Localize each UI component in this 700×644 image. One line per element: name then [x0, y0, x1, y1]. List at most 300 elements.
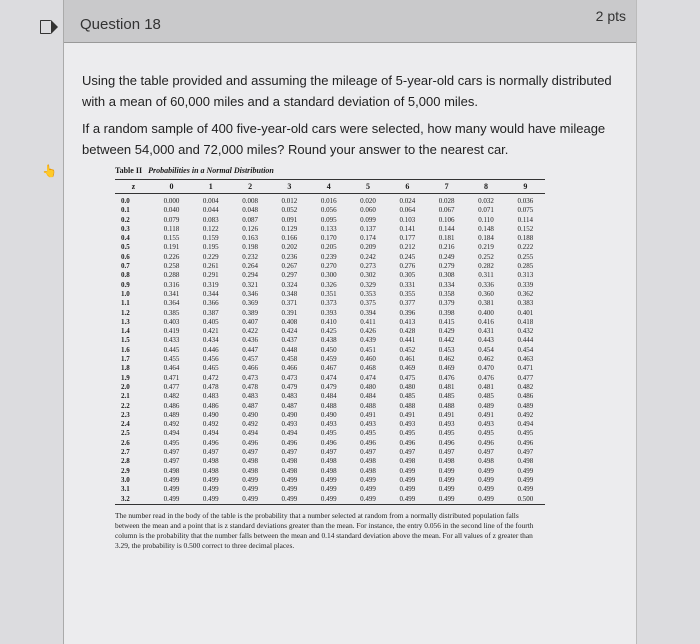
probability-cell: 0.495 [360, 429, 376, 438]
z-value: 2.2 [121, 401, 130, 410]
probability-cell: 0.497 [163, 448, 180, 457]
probability-cell: 0.492 [242, 420, 258, 429]
z-value: 1.6 [121, 345, 130, 354]
probability-cell: 0.426 [360, 327, 376, 336]
probability-cell: 0.181 [438, 234, 455, 243]
probability-cell: 0.459 [320, 355, 337, 364]
probability-cell: 0.493 [478, 420, 494, 429]
probability-cell: 0.454 [478, 345, 494, 354]
probability-cell: 0.255 [517, 252, 534, 261]
probability-cell: 0.436 [242, 336, 258, 345]
probability-cell: 0.457 [242, 355, 258, 364]
probability-cell: 0.499 [242, 475, 258, 484]
column-header: 8 [466, 180, 505, 194]
probability-cell: 0.488 [320, 401, 337, 410]
probability-cell: 0.415 [438, 317, 455, 326]
probability-cell: 0.413 [399, 317, 416, 326]
probability-cell: 0.267 [281, 262, 298, 271]
probability-cell: 0.242 [360, 252, 376, 261]
probability-cell: 0.499 [242, 485, 258, 494]
probability-cell: 0.498 [517, 457, 534, 466]
table-row [115, 429, 545, 438]
table-row [115, 336, 545, 345]
probability-cell: 0.064 [399, 206, 416, 215]
probability-cell: 0.499 [478, 466, 494, 475]
probability-cell: 0.308 [438, 271, 455, 280]
probability-cell: 0.490 [320, 410, 337, 419]
probability-cell: 0.071 [478, 206, 494, 215]
z-value: 0.6 [121, 252, 130, 261]
probability-cell: 0.497 [242, 448, 258, 457]
probability-cell: 0.355 [399, 289, 416, 298]
probability-cell: 0.264 [242, 262, 258, 271]
probability-cell: 0.297 [281, 271, 298, 280]
probability-cell: 0.473 [281, 373, 298, 382]
probability-cell: 0.492 [163, 420, 180, 429]
probability-cell: 0.499 [202, 485, 219, 494]
table-row [115, 420, 545, 429]
probability-cell: 0.450 [320, 345, 337, 354]
mouse-cursor-icon: 👆 [42, 164, 57, 178]
probability-cell: 0.490 [281, 410, 298, 419]
z-value: 0.4 [121, 234, 130, 243]
probability-cell: 0.383 [517, 299, 534, 308]
probability-cell: 0.087 [242, 215, 258, 224]
probability-cell: 0.391 [281, 308, 298, 317]
probability-cell: 0.422 [242, 327, 258, 336]
z-value: 0.9 [121, 280, 130, 289]
probability-cell: 0.448 [281, 345, 298, 354]
probability-cell: 0.360 [478, 289, 494, 298]
flag-question-icon[interactable] [40, 20, 51, 34]
probability-cell: 0.282 [478, 262, 494, 271]
z-value: 1.8 [121, 364, 130, 373]
table-row [115, 318, 545, 327]
probability-cell: 0.114 [517, 215, 534, 224]
column-header: 6 [388, 180, 427, 194]
probability-cell: 0.487 [281, 401, 298, 410]
probability-cell: 0.499 [360, 494, 376, 503]
probability-cell: 0.491 [399, 410, 416, 419]
probability-cell: 0.497 [360, 448, 376, 457]
probability-cell: 0.067 [438, 206, 455, 215]
z-value: 1.9 [121, 373, 130, 382]
probability-cell: 0.091 [281, 215, 298, 224]
probability-cell: 0.465 [202, 364, 219, 373]
table-row [115, 216, 545, 225]
probability-cell: 0.494 [517, 420, 534, 429]
probability-cell: 0.336 [478, 280, 494, 289]
probability-cell: 0.498 [399, 457, 416, 466]
probability-cell: 0.403 [163, 317, 180, 326]
probability-cell: 0.495 [517, 429, 534, 438]
probability-cell: 0.478 [202, 382, 219, 391]
column-header: 3 [270, 180, 309, 194]
probability-cell: 0.226 [163, 252, 180, 261]
probability-cell: 0.433 [163, 336, 180, 345]
probability-cell: 0.329 [360, 280, 376, 289]
probability-cell: 0.129 [281, 224, 298, 233]
question-points: 2 pts [595, 8, 626, 24]
table-row [115, 225, 545, 234]
probability-cell: 0.496 [281, 438, 298, 447]
z-value: 1.7 [121, 355, 130, 364]
table-row [115, 467, 545, 476]
probability-cell: 0.499 [163, 485, 180, 494]
probability-cell: 0.258 [163, 262, 180, 271]
probability-cell: 0.324 [281, 280, 298, 289]
probability-cell: 0.463 [517, 355, 534, 364]
probability-cell: 0.466 [281, 364, 298, 373]
probability-cell: 0.294 [242, 271, 258, 280]
probability-cell: 0.311 [478, 271, 494, 280]
probability-cell: 0.387 [202, 308, 219, 317]
probability-cell: 0.239 [320, 252, 337, 261]
probability-cell: 0.432 [517, 327, 534, 336]
probability-cell: 0.497 [320, 448, 337, 457]
probability-cell: 0.489 [163, 410, 180, 419]
probability-cell: 0.302 [360, 271, 376, 280]
probability-cell: 0.487 [242, 401, 258, 410]
probability-cell: 0.408 [281, 317, 298, 326]
probability-cell: 0.369 [242, 299, 258, 308]
probability-cell: 0.437 [281, 336, 298, 345]
probability-cell: 0.481 [438, 382, 455, 391]
probability-cell: 0.495 [399, 429, 416, 438]
probability-cell: 0.429 [438, 327, 455, 336]
probability-cell: 0.456 [202, 355, 219, 364]
table-row [115, 327, 545, 336]
table-row [115, 476, 545, 485]
column-header: 1 [191, 180, 230, 194]
probability-cell: 0.232 [242, 252, 258, 261]
probability-cell: 0.148 [478, 224, 494, 233]
probability-cell: 0.479 [281, 382, 298, 391]
probability-cell: 0.496 [438, 438, 455, 447]
probability-cell: 0.491 [478, 410, 494, 419]
probability-cell: 0.444 [517, 336, 534, 345]
probability-cell: 0.494 [281, 429, 298, 438]
probability-cell: 0.493 [399, 420, 416, 429]
probability-cell: 0.434 [202, 336, 219, 345]
probability-cell: 0.491 [360, 410, 376, 419]
table-row [115, 290, 545, 299]
probability-cell: 0.344 [202, 289, 219, 298]
probability-cell: 0.048 [242, 206, 258, 215]
z-value: 3.0 [121, 475, 130, 484]
probability-cell: 0.141 [399, 224, 416, 233]
z-value: 2.0 [121, 382, 130, 391]
probability-cell: 0.475 [399, 373, 416, 382]
probability-cell: 0.458 [281, 355, 298, 364]
probability-cell: 0.222 [517, 243, 534, 252]
probability-cell: 0.351 [320, 289, 337, 298]
table-row [115, 485, 545, 494]
probability-cell: 0.348 [281, 289, 298, 298]
probability-cell: 0.499 [281, 494, 298, 503]
probability-cell: 0.438 [320, 336, 337, 345]
probability-cell: 0.410 [320, 317, 337, 326]
probability-cell: 0.202 [281, 243, 298, 252]
probability-cell: 0.492 [202, 420, 219, 429]
probability-cell: 0.008 [242, 197, 258, 205]
probability-cell: 0.455 [163, 355, 180, 364]
probability-cell: 0.483 [242, 392, 258, 401]
probability-cell: 0.024 [399, 197, 416, 205]
probability-cell: 0.198 [242, 243, 258, 252]
probability-cell: 0.497 [202, 448, 219, 457]
probability-cell: 0.353 [360, 289, 376, 298]
probability-cell: 0.499 [399, 485, 416, 494]
probability-cell: 0.499 [478, 485, 494, 494]
column-header: 5 [348, 180, 387, 194]
probability-cell: 0.479 [320, 382, 337, 391]
probability-cell: 0.174 [360, 234, 376, 243]
z-value: 0.5 [121, 243, 130, 252]
probability-cell: 0.491 [438, 410, 455, 419]
probability-cell: 0.496 [517, 438, 534, 447]
probability-cell: 0.472 [202, 373, 219, 382]
probability-cell: 0.495 [320, 429, 337, 438]
probability-cell: 0.498 [478, 457, 494, 466]
probability-cell: 0.036 [517, 197, 534, 205]
probability-cell: 0.494 [163, 429, 180, 438]
table-header-row [115, 180, 545, 194]
probability-cell: 0.484 [360, 392, 376, 401]
probability-cell: 0.184 [478, 234, 494, 243]
probability-cell: 0.499 [438, 466, 455, 475]
probability-cell: 0.103 [399, 215, 416, 224]
probability-cell: 0.462 [438, 355, 455, 364]
z-value: 2.8 [121, 457, 130, 466]
probability-cell: 0.485 [478, 392, 494, 401]
probability-cell: 0.499 [163, 475, 180, 484]
probability-cell: 0.152 [517, 224, 534, 233]
probability-cell: 0.400 [478, 308, 494, 317]
probability-cell: 0.454 [517, 345, 534, 354]
probability-cell: 0.252 [478, 252, 494, 261]
probability-cell: 0.496 [478, 438, 494, 447]
probability-cell: 0.500 [517, 494, 534, 503]
probability-cell: 0.488 [438, 401, 455, 410]
probability-cell: 0.122 [202, 224, 219, 233]
probability-cell: 0.498 [281, 466, 298, 475]
probability-cell: 0.499 [281, 485, 298, 494]
probability-cell: 0.485 [399, 392, 416, 401]
probability-cell: 0.466 [242, 364, 258, 373]
probability-cell: 0.424 [281, 327, 298, 336]
question-text-1: Using the table provided and assuming the mileage of 5-year-old cars is normally distributed with a mean of 60,000 miles and a standard deviation of 5,000 miles. [82, 73, 612, 109]
probability-cell: 0.486 [517, 392, 534, 401]
probability-cell: 0.476 [438, 373, 455, 382]
probability-cell: 0.462 [478, 355, 494, 364]
probability-cell: 0.499 [320, 494, 337, 503]
z-value: 0.0 [121, 197, 130, 205]
probability-cell: 0.166 [281, 234, 298, 243]
probability-cell: 0.044 [202, 206, 219, 215]
probability-cell: 0.498 [320, 457, 337, 466]
z-value: 2.7 [121, 448, 130, 457]
probability-cell: 0.016 [320, 197, 337, 205]
probability-cell: 0.498 [438, 457, 455, 466]
probability-cell: 0.497 [281, 448, 298, 457]
probability-cell: 0.095 [320, 215, 337, 224]
z-value: 2.1 [121, 392, 130, 401]
z-value: 0.1 [121, 206, 130, 215]
probability-cell: 0.028 [438, 197, 455, 205]
table-row [115, 271, 545, 280]
table-title: Probabilities in a Normal Distribution [148, 166, 274, 175]
probability-cell: 0.495 [438, 429, 455, 438]
probability-cell: 0.358 [438, 289, 455, 298]
probability-cell: 0.407 [242, 317, 258, 326]
probability-cell: 0.428 [399, 327, 416, 336]
probability-cell: 0.212 [399, 243, 416, 252]
z-value: 1.5 [121, 336, 130, 345]
probability-cell: 0.305 [399, 271, 416, 280]
probability-cell: 0.020 [360, 197, 376, 205]
probability-cell: 0.334 [438, 280, 455, 289]
probability-cell: 0.461 [399, 355, 416, 364]
table-footnote: The number read in the body of the table is the probability that a number selected at random from a normally distributed population falls between the mean and a point that is z standard deviations greater than the mean. For instance, the entry 0.056 in the second line of the fourth column is the probability that the number falls between the mean and 0.14 standard deviation above the mean. For all values of z greater than 3.29, the probability is 0.500 correct to three decimal places. [115, 510, 534, 550]
probability-cell: 0.498 [163, 466, 180, 475]
probability-cell: 0.496 [360, 438, 376, 447]
probability-cell: 0.288 [163, 271, 180, 280]
probability-cell: 0.004 [202, 197, 219, 205]
probability-cell: 0.451 [360, 345, 376, 354]
probability-cell: 0.497 [163, 457, 180, 466]
table-row [115, 495, 545, 505]
probability-cell: 0.492 [517, 410, 534, 419]
probability-cell: 0.498 [360, 466, 376, 475]
probability-cell: 0.482 [163, 392, 180, 401]
probability-cell: 0.394 [360, 308, 376, 317]
probability-cell: 0.497 [399, 448, 416, 457]
probability-cell: 0.346 [242, 289, 258, 298]
table-row [115, 402, 545, 411]
probability-cell: 0.273 [360, 262, 376, 271]
table-row [115, 383, 545, 392]
probability-cell: 0.385 [163, 308, 180, 317]
table-row [115, 448, 545, 457]
column-header: 7 [427, 180, 466, 194]
z-value: 1.4 [121, 327, 130, 336]
probability-cell: 0.498 [202, 466, 219, 475]
z-value: 2.4 [121, 420, 130, 429]
table-row [115, 206, 545, 215]
probability-cell: 0.216 [438, 243, 455, 252]
probability-cell: 0.489 [478, 401, 494, 410]
probability-cell: 0.270 [320, 262, 337, 271]
table-row [115, 299, 545, 308]
z-value: 2.3 [121, 410, 130, 419]
probability-cell: 0.364 [163, 299, 180, 308]
z-value: 3.2 [121, 494, 130, 503]
probability-cell: 0.418 [517, 317, 534, 326]
table-row [115, 355, 545, 364]
probability-cell: 0.300 [320, 271, 337, 280]
probability-cell: 0.497 [478, 448, 494, 457]
table-label: Table II [115, 166, 143, 175]
z-value: 0.7 [121, 262, 130, 271]
probability-cell: 0.381 [478, 299, 494, 308]
probability-cell: 0.447 [242, 345, 258, 354]
probability-cell: 0.313 [517, 271, 534, 280]
probability-cell: 0.126 [242, 224, 258, 233]
z-value: 1.1 [121, 299, 130, 308]
probability-cell: 0.464 [163, 364, 180, 373]
question-header [64, 0, 636, 43]
probability-cell: 0.401 [517, 308, 534, 317]
probability-cell: 0.377 [399, 299, 416, 308]
z-value: 3.1 [121, 485, 130, 494]
probability-cell: 0.453 [438, 345, 455, 354]
probability-cell: 0.499 [478, 494, 494, 503]
probability-cell: 0.411 [360, 317, 376, 326]
table-row [115, 346, 545, 355]
probability-cell: 0.498 [360, 457, 376, 466]
probability-cell: 0.416 [478, 317, 494, 326]
probability-cell: 0.375 [360, 299, 376, 308]
probability-cell: 0.056 [320, 206, 337, 215]
probability-cell: 0.484 [320, 392, 337, 401]
probability-cell: 0.452 [399, 345, 416, 354]
probability-cell: 0.498 [281, 457, 298, 466]
probability-cell: 0.106 [438, 215, 455, 224]
z-value: 0.3 [121, 224, 130, 233]
probability-cell: 0.177 [399, 234, 416, 243]
probability-cell: 0.362 [517, 289, 534, 298]
probability-cell: 0.144 [438, 224, 455, 233]
probability-cell: 0.040 [163, 206, 180, 215]
probability-cell: 0.439 [360, 336, 376, 345]
probability-cell: 0.497 [517, 448, 534, 457]
probability-cell: 0.319 [202, 280, 219, 289]
column-header: 2 [230, 180, 269, 194]
probability-cell: 0.486 [163, 401, 180, 410]
probability-cell: 0.339 [517, 280, 534, 289]
probability-cell: 0.279 [438, 262, 455, 271]
table-row [115, 411, 545, 420]
probability-cell: 0.236 [281, 252, 298, 261]
probability-cell: 0.489 [517, 401, 534, 410]
z-value: 1.3 [121, 317, 130, 326]
probability-cell: 0.483 [202, 392, 219, 401]
probability-cell: 0.446 [202, 345, 219, 354]
table-row [115, 309, 545, 318]
probability-cell: 0.499 [399, 466, 416, 475]
probability-cell: 0.075 [517, 206, 534, 215]
probability-cell: 0.499 [360, 485, 376, 494]
probability-cell: 0.499 [438, 485, 455, 494]
column-header: 4 [309, 180, 348, 194]
z-value: 2.5 [121, 429, 130, 438]
column-header: z [115, 180, 152, 194]
probability-cell: 0.477 [163, 382, 180, 391]
probability-cell: 0.425 [320, 327, 337, 336]
table-row [115, 234, 545, 243]
probability-cell: 0.170 [320, 234, 337, 243]
probability-cell: 0.493 [438, 420, 455, 429]
probability-cell: 0.389 [242, 308, 258, 317]
probability-cell: 0.471 [163, 373, 180, 382]
probability-cell: 0.421 [202, 327, 219, 336]
probability-cell: 0.371 [281, 299, 298, 308]
probability-cell: 0.393 [320, 308, 337, 317]
probability-cell: 0.474 [360, 373, 376, 382]
probability-cell: 0.493 [360, 420, 376, 429]
probability-cell: 0.490 [242, 410, 258, 419]
